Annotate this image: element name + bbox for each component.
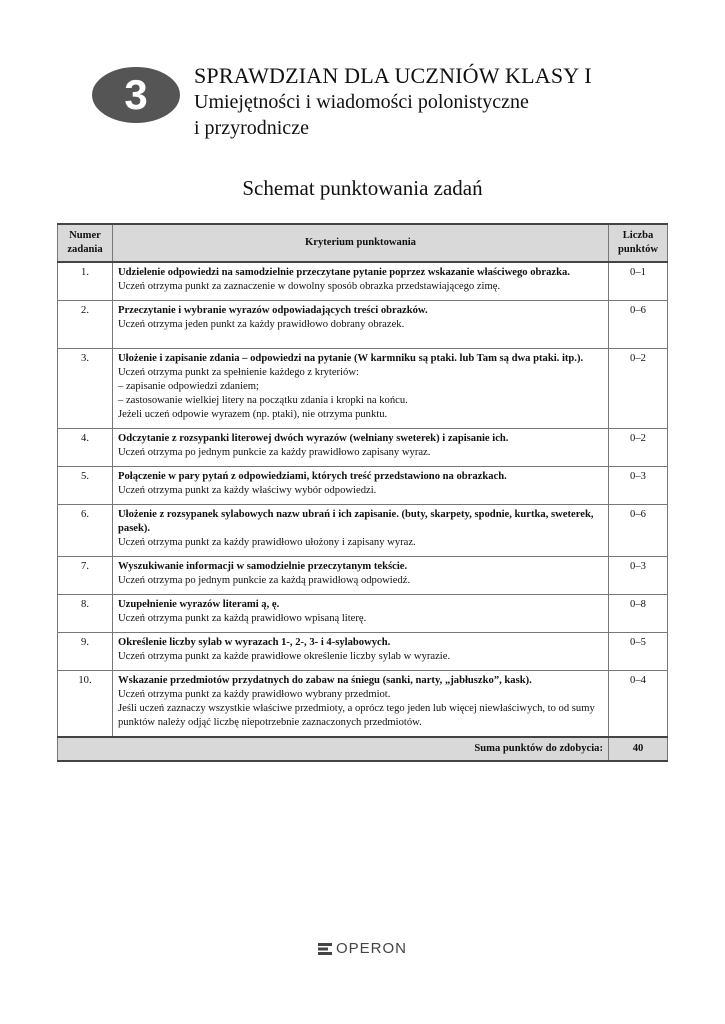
column-header-points: Liczba punktów — [609, 224, 668, 262]
table-row — [58, 633, 668, 671]
criterion-cell — [113, 349, 609, 429]
sum-value: 40 — [609, 737, 668, 761]
section-title: Schemat punktowania zadań — [242, 176, 483, 200]
points-range: 0–2 — [609, 429, 668, 467]
criterion-title: Ułożenie i zapisanie zdania – odpowiedzi na pytanie (W karmniku są ptaki. lub Tam są dwa ptaki. itp.). — [118, 353, 584, 364]
criterion-cell — [113, 429, 609, 467]
criterion-cell — [113, 633, 609, 671]
criterion-detail: Uczeń otrzyma punkt za każdą prawidłowo wpisaną literę. — [118, 613, 367, 624]
scoring-table — [57, 223, 668, 762]
criterion-cell — [113, 505, 609, 557]
criterion-detail: Uczeń otrzyma punkt za każdy prawidłowo wybrany przedmiot. — [118, 689, 391, 700]
column-header-criterion: Kryterium punktowania — [113, 224, 609, 262]
column-header-number: Numer zadania — [58, 224, 113, 262]
criterion-title: Określenie liczby sylab w wyrazach 1-, 2-, 3- i 4-sylabowych. — [118, 637, 391, 648]
task-number: 2. — [58, 301, 113, 349]
criterion-detail: Uczeń otrzyma punkt za spełnienie każdego z kryteriów: — [118, 367, 359, 378]
criterion-title: Wskazanie przedmiotów przydatnych do zabaw na śniegu (sanki, narty, „jabłuszko”, kask). — [118, 675, 532, 686]
table-row — [58, 301, 668, 349]
badge-number: 3 — [124, 71, 148, 118]
task-number: 8. — [58, 595, 113, 633]
table-header-row — [58, 224, 668, 262]
table-row — [58, 467, 668, 505]
task-number: 6. — [58, 505, 113, 557]
criterion-detail: Jeżeli uczeń odpowie wyrazem (np. ptaki), nie otrzyma punktu. — [118, 409, 388, 420]
points-range: 0–5 — [609, 633, 668, 671]
logo-text: OPERON — [336, 940, 408, 957]
task-number: 1. — [58, 262, 113, 301]
task-number: 9. — [58, 633, 113, 671]
criterion-detail: – zastosowanie wielkiej litery na początku zdania i kropki na końcu. — [118, 395, 408, 406]
task-number: 3. — [58, 349, 113, 429]
criterion-cell — [113, 557, 609, 595]
criterion-title: Wyszukiwanie informacji w samodzielnie przeczytanym tekście. — [118, 561, 408, 572]
page-header — [194, 63, 674, 141]
task-number: 5. — [58, 467, 113, 505]
criterion-cell — [113, 301, 609, 349]
task-number: 10. — [58, 671, 113, 738]
criterion-detail: Uczeń otrzyma po jednym punkcie za każdą prawidłową odpowiedź. — [118, 575, 411, 586]
task-number-badge — [92, 67, 180, 123]
criterion-detail: Uczeń otrzyma punkt za zaznaczenie w dowolny sposób obrazka przedstawiającego zimę. — [118, 281, 501, 292]
table-row — [58, 557, 668, 595]
points-range: 0–4 — [609, 671, 668, 738]
task-number: 7. — [58, 557, 113, 595]
table-row — [58, 671, 668, 738]
points-range: 0–3 — [609, 557, 668, 595]
table-row — [58, 595, 668, 633]
criterion-title: Połączenie w pary pytań z odpowiedziami, których treść przedstawiono na obrazkach. — [118, 471, 507, 482]
criterion-detail: Uczeń otrzyma jeden punkt za każdy prawidłowo dobrany obrazek. — [118, 319, 405, 330]
points-range: 0–6 — [609, 301, 668, 349]
criterion-detail: Jeśli uczeń zaznaczy wszystkie właściwe przedmioty, a oprócz tego jeden lub więcej niewłaściwych, to od sumy punktów należy odjąć liczbę niepotrzebnie zaznaczonych przedmiotów. — [118, 703, 595, 728]
task-number: 4. — [58, 429, 113, 467]
table-row — [58, 505, 668, 557]
points-range: 0–2 — [609, 349, 668, 429]
points-range: 0–8 — [609, 595, 668, 633]
table-row — [58, 429, 668, 467]
criterion-detail: Uczeń otrzyma punkt za każde prawidłowe określenie liczby sylab w wyrazie. — [118, 651, 451, 662]
table-row — [58, 262, 668, 301]
operon-logo-icon — [318, 943, 334, 955]
criterion-cell — [113, 595, 609, 633]
points-range: 0–3 — [609, 467, 668, 505]
points-range: 0–1 — [609, 262, 668, 301]
criterion-title: Odczytanie z rozsypanki literowej dwóch wyrazów (wełniany sweterek) i zapisanie ich. — [118, 433, 509, 444]
criterion-cell — [113, 262, 609, 301]
criterion-detail: – zapisanie odpowiedzi zdaniem; — [118, 381, 259, 392]
points-range: 0–6 — [609, 505, 668, 557]
criterion-title: Udzielenie odpowiedzi na samodzielnie przeczytane pytanie poprzez wskazanie właściwego obrazka. — [118, 267, 570, 278]
criterion-detail: Uczeń otrzyma punkt za każdy właściwy wybór odpowiedzi. — [118, 485, 377, 496]
table-body — [58, 262, 668, 737]
sum-row — [58, 737, 668, 761]
criterion-cell — [113, 671, 609, 738]
criterion-title: Przeczytanie i wybranie wyrazów odpowiadających treści obrazków. — [118, 305, 428, 316]
table-row — [58, 349, 668, 429]
header-subtitle-line2: i przyrodnicze — [194, 117, 309, 139]
criterion-cell — [113, 467, 609, 505]
publisher-logo — [318, 940, 407, 957]
header-subtitle-line1: Umiejętności i wiadomości polonistyczne — [194, 91, 529, 113]
header-title: SPRAWDZIAN DLA UCZNIÓW KLASY I — [194, 63, 592, 88]
criterion-detail: Uczeń otrzyma punkt za każdy prawidłowo ułożony i zapisany wyraz. — [118, 537, 416, 548]
sum-label: Suma punktów do zdobycia: — [58, 737, 609, 761]
criterion-title: Uzupełnienie wyrazów literami ą, ę. — [118, 599, 280, 610]
criterion-title: Ułożenie z rozsypanek sylabowych nazw ubrań i ich zapisanie. (buty, skarpety, spodnie, kurtka, sweterek, pasek). — [118, 509, 594, 534]
criterion-detail: Uczeń otrzyma po jednym punkcie za każdy prawidłowo zapisany wyraz. — [118, 447, 431, 458]
